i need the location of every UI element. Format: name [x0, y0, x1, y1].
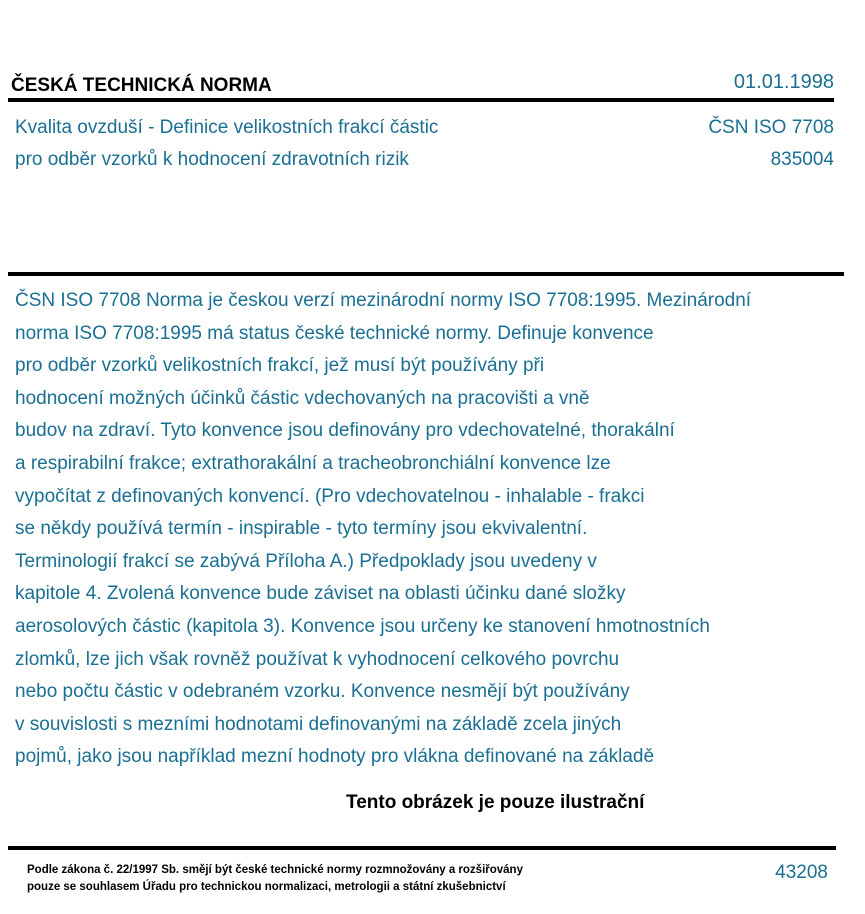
abstract-line: budov na zdraví. Tyto konvence jsou definovány pro vdechovatelné, thorakální	[15, 420, 675, 442]
document-title-line-2: pro odběr vzorků k hodnocení zdravotních rizik	[15, 149, 409, 170]
issue-date: 01.01.1998	[733, 71, 834, 93]
abstract-line: hodnocení možných účinků částic vdechovaných na pracovišti a vně	[15, 387, 590, 409]
header-divider	[8, 98, 834, 102]
abstract-line: ČSN ISO 7708 Norma je českou verzí mezinárodní normy ISO 7708:1995. Mezinárodní	[15, 290, 752, 311]
legal-notice	[27, 862, 523, 896]
legal-notice-line: Podle zákona č. 22/1997 Sb. smějí být české technické normy rozmnožovány a rozšiřovány	[27, 864, 523, 876]
norm-header-title: ČESKÁ TECHNICKÁ NORMA	[11, 75, 272, 96]
classification-number: 835004	[770, 149, 834, 170]
legal-notice-line: pouze se souhlasem Úřadu pro technickou normalizaci, metrologii a státní zkušebnictví	[27, 881, 506, 893]
abstract-line: se někdy používá termín - inspirable - tyto termíny jsou ekvivalentní.	[15, 518, 588, 540]
abstract-line: zlomků, lze jich však rovněž používat k vyhodnocení celkového povrchu	[15, 648, 620, 670]
abstract-line: a respirabilní frakce; extrathorakální a tracheobronchiální konvence lze	[15, 452, 611, 474]
footer-divider	[8, 846, 836, 850]
abstract-line: v souvislosti s mezními hodnotami definovanými na základě zcela jiných	[15, 713, 622, 735]
abstract-line: Terminologií frakcí se zabývá Příloha A.) Předpoklady jsou uvedeny v	[15, 550, 597, 572]
document-title-line-1: Kvalita ovzduší - Definice velikostních frakcí částic	[15, 117, 439, 138]
abstract-line: pro odběr vzorků velikostních frakcí, jež musí být používány při	[15, 355, 545, 377]
illustration-notice: Tento obrázek je pouze ilustrační	[346, 792, 645, 813]
section-divider	[8, 272, 844, 276]
abstract-text	[15, 285, 751, 774]
catalog-number: 43208	[775, 862, 828, 883]
abstract-line: kapitole 4. Zvolená konvence bude záviset na oblasti účinku dané složky	[15, 583, 626, 605]
abstract-line: aerosolových částic (kapitola 3). Konvence jsou určeny ke stanovení hmotnostních	[15, 615, 710, 637]
abstract-line: nebo počtu částic v odebraném vzorku. Konvence nesmějí být používány	[15, 681, 630, 703]
standard-code: ČSN ISO 7708	[708, 117, 834, 138]
abstract-line: norma ISO 7708:1995 má status české technické normy. Definuje konvence	[15, 322, 654, 344]
abstract-line: pojmů, jako jsou například mezní hodnoty pro vlákna definované na základě	[15, 746, 655, 768]
abstract-line: vypočítat z definovaných konvencí. (Pro vdechovatelnou - inhalable - frakci	[15, 485, 645, 507]
